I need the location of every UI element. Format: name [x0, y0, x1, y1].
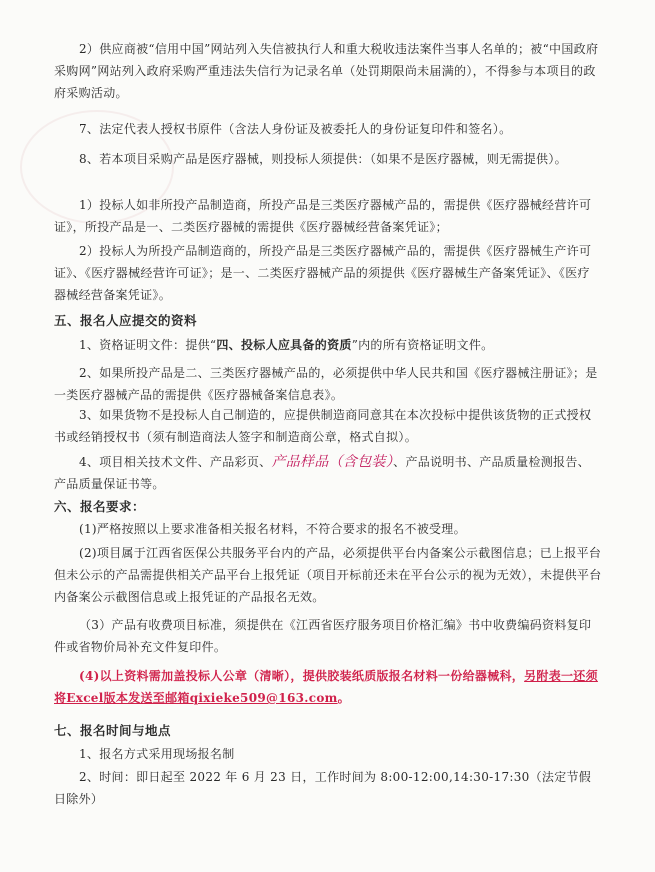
section5-item1 [54, 334, 602, 356]
section5-item2: 2、如果所投产品是二、三类医疗器械产品的，必须提供中华人民共和国《医疗器械注册证》；是一类医疗器械产品的需提供《医疗器械备案信息表》。 [54, 366, 598, 402]
section6-req4 [54, 665, 602, 709]
paragraph-credit-blacklist: 2）供应商被“信用中国”网站列入失信被执行人和重大税收违法案件当事人名单的；被“中国政府采购网”网站列入政府采购严重违法失信行为记录名单（处罚期限尚未届满的），不得参与本项目的政府采购活动。 [54, 42, 599, 100]
section6-req2: (2)项目属于江西省医保公共服务平台内的产品，必须提供平台内备案公示截图信息；已上报平台但未公示的产品需提供相关产品平台上报凭证（项目开标前还未在平台公示的视为无效），未提供平台内备案公示截图信息或上报凭证的产品报名无效。 [54, 546, 602, 604]
section5-item4 [54, 451, 602, 495]
section6-req4-email: 另附表一还须将Excel版本发送至邮箱qixieke509@163.com [54, 669, 598, 705]
section7-item2: 2、时间：即日起至 2022 年 6 月 23 日，工作时间为 8:00-12:00,14:30-17:30（法定节假日除外） [54, 770, 592, 806]
section7-heading: 七、报名时间与地点 [54, 723, 172, 738]
section6-req4-end: 。 [337, 691, 350, 705]
section6-heading: 六、报名要求： [54, 499, 146, 514]
section6-req4-main: (4)以上资料需加盖投标人公章（清晰），提供胶装纸质版报名材料一份给器械科， [79, 669, 525, 683]
section6-req1: (1)严格按照以上要求准备相关报名材料，不符合要求的报名不被受理。 [79, 522, 466, 536]
paragraph-authorization-letter: 7、法定代表人授权书原件（含法人身份证及被委托人的身份证复印件和签名）。 [79, 122, 512, 136]
section5-item4-pre: 4、项目相关技术文件、产品彩页、 [79, 455, 272, 469]
section5-item3: 3、如果货物不是投标人自己制造的，应提供制造商同意其在本次投标中提供该货物的正式授权书或经销授权书（须有制造商法人签字和制造商公章，格式自拟）。 [54, 408, 592, 444]
section5-item1-bold: 四、投标人应具备的资质 [216, 338, 352, 352]
section5-item4-sample: 产品样品（含包装） [271, 454, 394, 470]
section5-item1-pre: 1、资格证明文件：提供“ [79, 338, 217, 352]
section7-item1: 1、报名方式采用现场报名制 [79, 747, 235, 761]
paragraph-device-distributor: 1）投标人如非所投产品制造商，所投产品是三类医疗器械产品的，需提供《医疗器械经营许可证》，所投产品是一、二类医疗器械的需提供《医疗器械经营备案凭证》； [54, 198, 592, 234]
paragraph-medical-device: 8、若本项目采购产品是医疗器械，则投标人须提供：（如果不是医疗器械，则无需提供）。 [79, 152, 567, 166]
section5-item1-post: ”内的所有资格证明文件。 [351, 338, 494, 352]
section5-heading: 五、报名人应提交的资料 [54, 313, 198, 328]
section6-req3: （3）产品有收费项目标准，须提供在《江西省医疗服务项目价格汇编》书中收费编码资料复印件或省物价局补充文件复印件。 [54, 618, 592, 654]
section5-item4-post: 、产品说明书、产品质量检测报告、产品质量保证书等。 [54, 455, 590, 491]
paragraph-device-manufacturer: 2）投标人为所投产品制造商的，所投产品是三类医疗器械产品的，需提供《医疗器械生产许可证》、《医疗器械经营许可证》；是一、二类医疗器械产品的须提供《医疗器械生产备案凭证》、《医疗器械经营备案凭证》。 [54, 244, 592, 302]
